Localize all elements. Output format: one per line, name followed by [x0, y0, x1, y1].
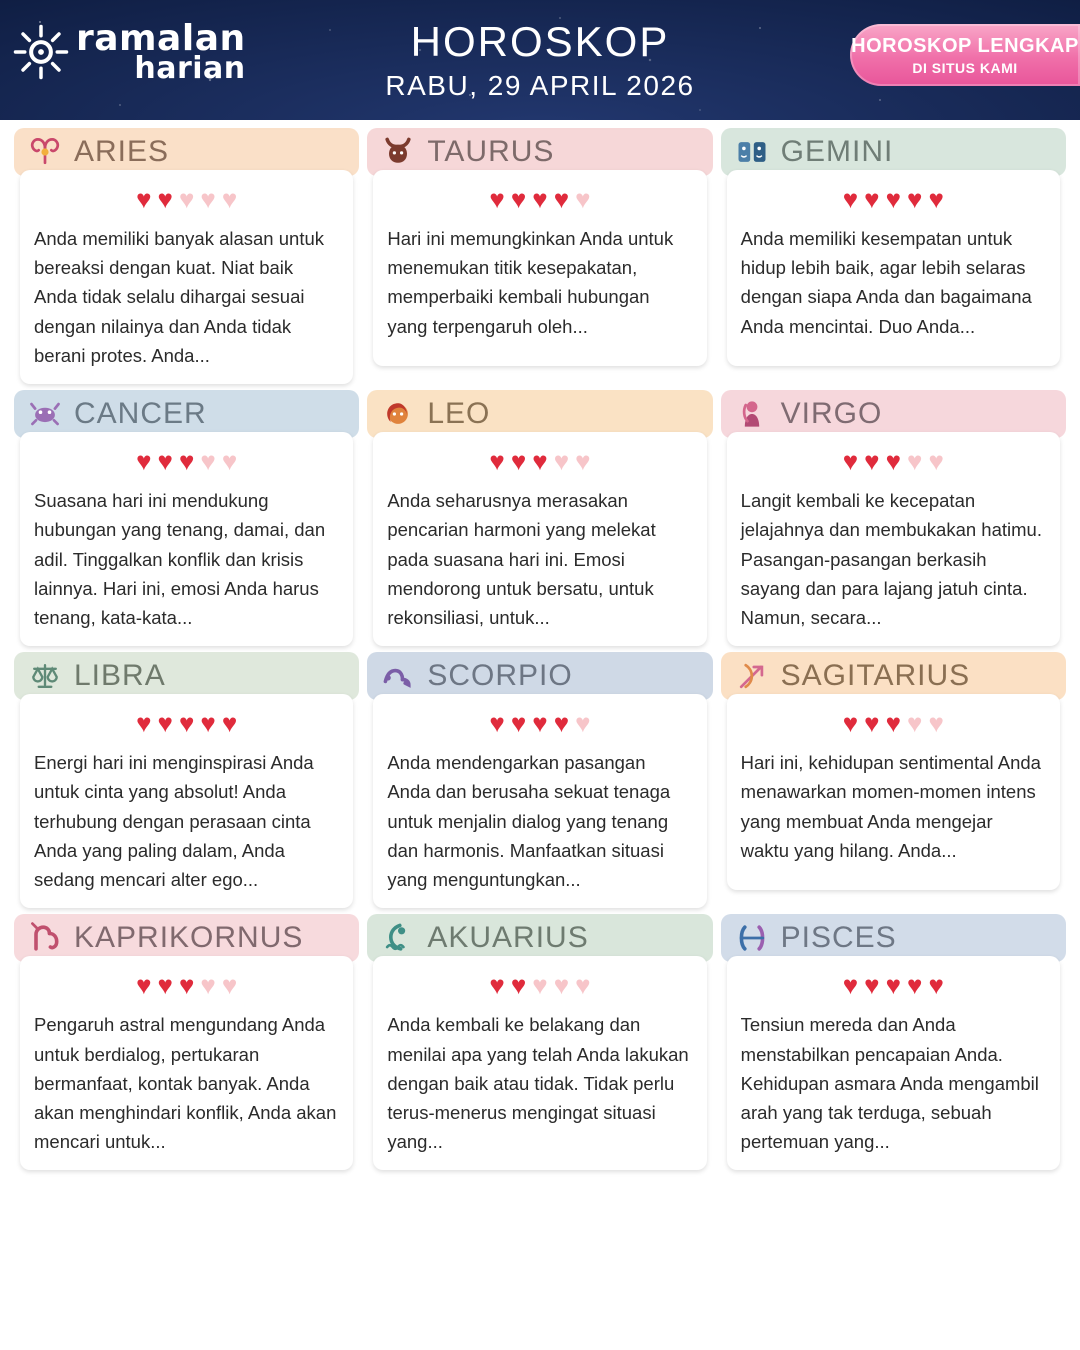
heart-filled-icon: ♥ [907, 970, 923, 1001]
zodiac-card-header [721, 128, 1066, 176]
heart-empty-icon: ♥ [200, 446, 216, 477]
zodiac-description: Anda memiliki banyak alasan untuk bereaksi dengan kuat. Niat baik Anda tidak selalu dihargai sesuai dengan nilainya dan Anda tidak berani protes. Anda... [34, 228, 324, 366]
page-title: HOROSKOP [410, 18, 670, 65]
horoscope-grid [0, 120, 1080, 1186]
heart-filled-icon: ♥ [864, 184, 880, 214]
zodiac-card-pisces[interactable] [721, 914, 1066, 1170]
zodiac-card-header [14, 652, 359, 700]
heart-filled-icon: ♥ [928, 184, 944, 214]
zodiac-card-akuarius[interactable] [367, 914, 712, 1170]
zodiac-card-sagitarius[interactable] [721, 652, 1066, 908]
heart-filled-icon: ♥ [842, 446, 859, 477]
zodiac-card-header [14, 390, 359, 438]
libra-icon [26, 657, 64, 695]
heart-filled-icon: ♥ [510, 446, 527, 477]
love-rating [387, 970, 692, 1001]
heart-empty-icon: ♥ [553, 446, 570, 477]
love-rating [741, 446, 1046, 477]
scorpio-icon [379, 657, 417, 695]
heart-filled-icon: ♥ [532, 446, 548, 477]
capricorn-icon [26, 919, 64, 957]
zodiac-card-body [727, 432, 1060, 646]
zodiac-description: Hari ini, kehidupan sentimental Anda menawarkan momen-momen intens yang membuat Anda mengejar waktu yang hilang. Anda... [740, 752, 1041, 861]
heart-filled-icon: ♥ [553, 708, 570, 739]
zodiac-name: AKUARIUS [427, 921, 589, 955]
zodiac-card-body [20, 694, 353, 908]
zodiac-name: PISCES [780, 921, 897, 955]
zodiac-name: LIBRA [74, 659, 166, 693]
taurus-icon [379, 133, 417, 171]
zodiac-card-scorpio[interactable] [367, 652, 712, 908]
zodiac-card-header [721, 390, 1066, 438]
heart-empty-icon: ♥ [575, 708, 591, 739]
zodiac-name: KAPRIKORNUS [74, 921, 304, 955]
love-rating [387, 446, 692, 477]
heart-filled-icon: ♥ [489, 970, 505, 1001]
heart-empty-icon: ♥ [200, 184, 216, 214]
heart-filled-icon: ♥ [136, 184, 152, 214]
zodiac-card-header [721, 652, 1066, 700]
heart-filled-icon: ♥ [157, 184, 173, 214]
heart-empty-icon: ♥ [178, 184, 195, 214]
logo-text-primary: ramalan [76, 18, 246, 59]
zodiac-name: TAURUS [427, 135, 555, 168]
cancer-icon [26, 395, 64, 433]
zodiac-card-body [727, 956, 1060, 1170]
zodiac-name: VIRGO [780, 397, 883, 431]
heart-filled-icon: ♥ [842, 970, 859, 1001]
zodiac-description: Pengaruh astral mengundang Anda untuk berdialog, pertukaran bermanfaat, kontak banyak. Anda akan menghindari konflik, Anda akan mencari untuk... [34, 1014, 337, 1153]
love-rating [741, 186, 1046, 212]
logo-text-secondary: harian [134, 51, 246, 87]
zodiac-description: Tensiun mereda dan Anda menstabilkan pencapaian Anda. Kehidupan asmara Anda mengambil arah yang tak terduga, sebuah pertemuan yang... [740, 1014, 1039, 1153]
leo-icon [379, 395, 417, 433]
love-rating [34, 970, 339, 1001]
heart-filled-icon: ♥ [842, 708, 859, 739]
zodiac-card-header [14, 128, 359, 176]
zodiac-name: GEMINI [780, 135, 894, 168]
heart-empty-icon: ♥ [221, 446, 238, 477]
zodiac-name: ARIES [74, 135, 170, 168]
sagittarius-icon [733, 657, 771, 695]
heart-filled-icon: ♥ [489, 708, 505, 739]
heart-empty-icon: ♥ [553, 970, 570, 1001]
love-rating [741, 970, 1046, 1001]
virgo-icon [733, 395, 771, 433]
heart-filled-icon: ♥ [885, 446, 902, 477]
zodiac-card-taurus[interactable] [367, 128, 712, 384]
heart-filled-icon: ♥ [157, 446, 173, 477]
zodiac-card-body [727, 170, 1060, 366]
zodiac-description: Anda memiliki kesempatan untuk hidup lebih baik, agar lebih selaras dengan siapa Anda dan bagaimana Anda mencintai. Duo Anda... [740, 228, 1032, 337]
cta-label-primary: HOROSKOP LENGKAP [851, 34, 1079, 57]
heart-filled-icon: ♥ [178, 708, 195, 739]
heart-filled-icon: ♥ [221, 708, 238, 739]
heart-filled-icon: ♥ [157, 708, 173, 739]
zodiac-card-aries[interactable] [14, 128, 359, 384]
zodiac-card-body [373, 432, 706, 646]
heart-filled-icon: ♥ [907, 184, 923, 214]
gemini-icon [733, 133, 771, 171]
zodiac-card-virgo[interactable] [721, 390, 1066, 646]
heart-filled-icon: ♥ [532, 708, 548, 739]
heart-empty-icon: ♥ [928, 708, 944, 739]
zodiac-card-header [367, 652, 712, 700]
heart-filled-icon: ♥ [178, 446, 195, 477]
heart-filled-icon: ♥ [136, 970, 152, 1001]
zodiac-card-libra[interactable] [14, 652, 359, 908]
love-rating [34, 708, 339, 739]
zodiac-description: Anda kembali ke belakang dan menilai apa yang telah Anda lakukan dengan baik atau tidak. Tidak perlu terus-menerus mengingat situasi yang... [387, 1014, 689, 1153]
heart-filled-icon: ♥ [136, 708, 152, 739]
heart-filled-icon: ♥ [885, 970, 902, 1001]
heart-filled-icon: ♥ [136, 446, 152, 477]
zodiac-name: SCORPIO [427, 659, 573, 693]
zodiac-card-body [727, 694, 1060, 890]
zodiac-card-body [373, 694, 706, 908]
zodiac-card-kaprikornus[interactable] [14, 914, 359, 1170]
zodiac-card-body [373, 956, 706, 1170]
heart-empty-icon: ♥ [575, 970, 591, 1001]
heart-filled-icon: ♥ [510, 184, 527, 214]
love-rating [387, 186, 692, 212]
cta-button[interactable] [850, 24, 1080, 86]
heart-filled-icon: ♥ [553, 184, 570, 214]
heart-empty-icon: ♥ [907, 446, 923, 477]
heart-filled-icon: ♥ [489, 184, 505, 214]
zodiac-card-body [20, 432, 353, 646]
heart-filled-icon: ♥ [510, 708, 527, 739]
heart-empty-icon: ♥ [221, 970, 238, 1001]
heart-filled-icon: ♥ [885, 184, 902, 214]
heart-filled-icon: ♥ [864, 446, 880, 477]
heart-filled-icon: ♥ [489, 446, 505, 477]
zodiac-name: LEO [427, 397, 491, 431]
cta-label-secondary: DI SITUS KAMI [912, 59, 1018, 76]
zodiac-description: Anda mendengarkan pasangan Anda dan berusaha sekuat tenaga untuk menjalin dialog yang tenang dan harmonis. Manfaatkan situasi yang menguntungkan... [387, 752, 671, 891]
heart-filled-icon: ♥ [842, 184, 859, 214]
heart-empty-icon: ♥ [907, 708, 923, 739]
love-rating [387, 708, 692, 739]
zodiac-description: Anda seharusnya merasakan pencarian harmoni yang melekat pada suasana hari ini. Emosi mendorong untuk bersatu, untuk rekonsiliasi, untuk... [387, 490, 656, 628]
heart-filled-icon: ♥ [510, 970, 527, 1001]
love-rating [741, 708, 1046, 739]
love-rating [34, 186, 339, 212]
zodiac-description: Energi hari ini menginspirasi Anda untuk cinta yang absolut! Anda terhubung dengan perasaan cinta Anda yang paling dalam, Anda sedang mencari alter ego... [34, 752, 314, 891]
zodiac-card-header [367, 128, 712, 176]
zodiac-card-body [20, 956, 353, 1170]
zodiac-card-cancer[interactable] [14, 390, 359, 646]
zodiac-description: Hari ini memungkinkan Anda untuk menemukan titik kesepakatan, memperbaiki kembali hubungan yang terpengaruh oleh... [387, 228, 674, 337]
heart-filled-icon: ♥ [864, 708, 880, 739]
heart-filled-icon: ♥ [532, 184, 548, 214]
zodiac-description: Langit kembali ke kecepatan jelajahnya dan membukakan hatimu. Pasangan-pasangan berkasih sayang dan para lajang jatuh cinta. Namun, secara... [740, 490, 1042, 628]
heart-filled-icon: ♥ [885, 708, 902, 739]
zodiac-card-leo[interactable] [367, 390, 712, 646]
aquarius-icon [379, 919, 417, 957]
love-rating [34, 446, 339, 477]
heart-filled-icon: ♥ [928, 970, 944, 1001]
aries-icon [26, 133, 64, 171]
heart-empty-icon: ♥ [532, 970, 548, 1001]
zodiac-name: CANCER [74, 397, 207, 431]
zodiac-card-body [20, 170, 353, 384]
heart-filled-icon: ♥ [864, 970, 880, 1001]
heart-filled-icon: ♥ [200, 708, 216, 739]
heart-filled-icon: ♥ [178, 970, 195, 1001]
zodiac-card-header [721, 914, 1066, 962]
zodiac-card-header [367, 914, 712, 962]
zodiac-card-gemini[interactable] [721, 128, 1066, 384]
zodiac-card-body [373, 170, 706, 366]
page-header [0, 0, 1080, 120]
heart-empty-icon: ♥ [221, 184, 238, 214]
zodiac-description: Suasana hari ini mendukung hubungan yang tenang, damai, dan adil. Tinggalkan konflik dan krisis lainnya. Hari ini, emosi Anda harus tenang, kata-kata... [34, 490, 326, 628]
heart-empty-icon: ♥ [200, 970, 216, 1001]
heart-empty-icon: ♥ [928, 446, 944, 477]
heart-empty-icon: ♥ [575, 184, 591, 214]
page-date: RABU, 29 APRIL 2026 [385, 70, 695, 101]
zodiac-name: SAGITARIUS [780, 659, 971, 693]
heart-empty-icon: ♥ [575, 446, 591, 477]
zodiac-card-header [367, 390, 712, 438]
pisces-icon [733, 919, 771, 957]
zodiac-card-header [14, 914, 359, 962]
heart-filled-icon: ♥ [157, 970, 173, 1001]
